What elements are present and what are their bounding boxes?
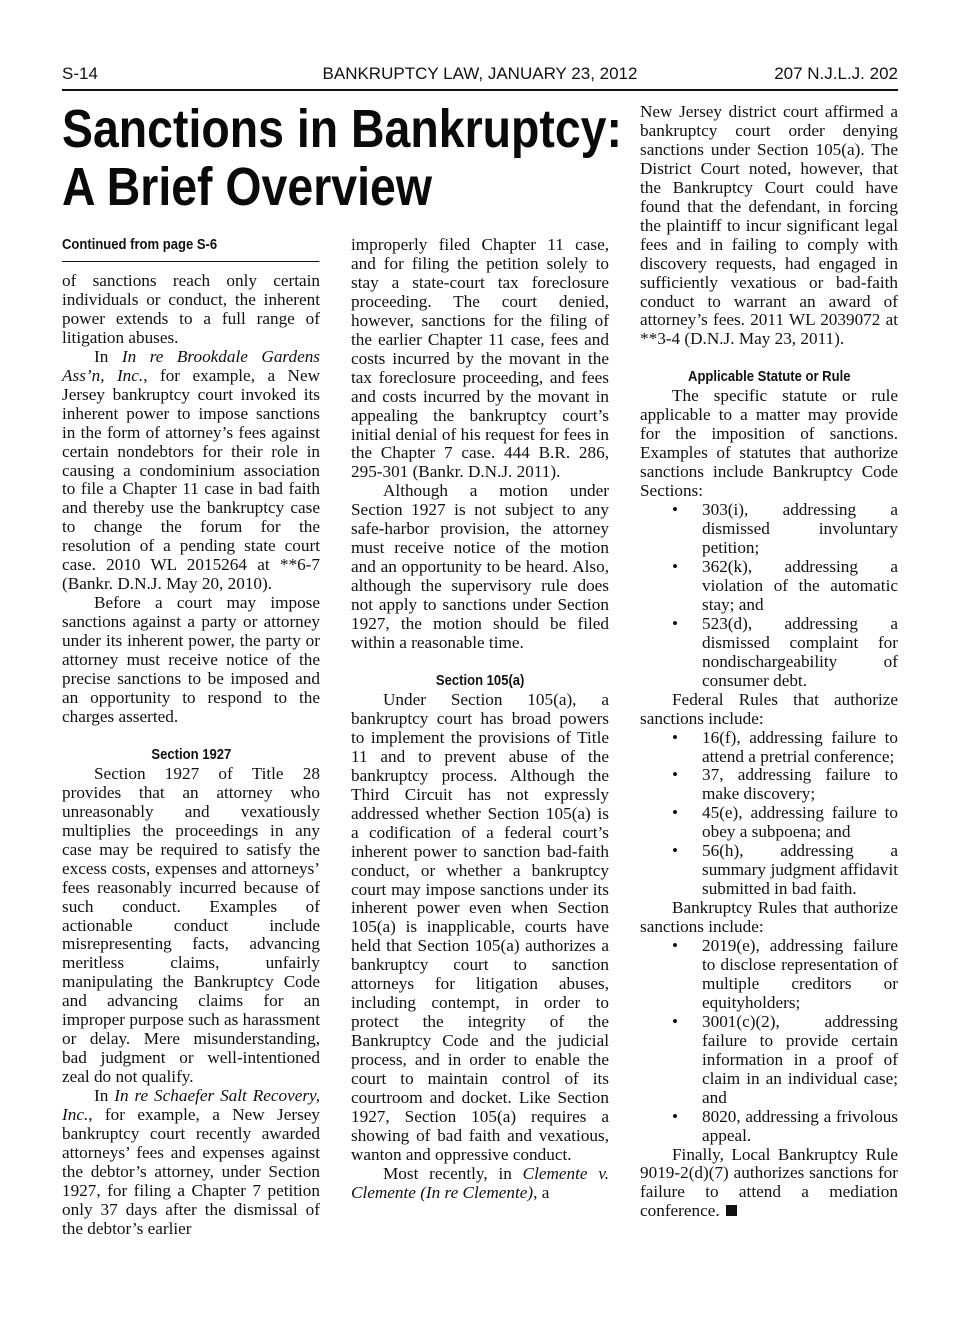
- paragraph: of sanctions reach only certain individuals or conduct, the inherent power extends to a full range of litigation abuses.: [62, 271, 320, 347]
- case-name: In re Brookdale Gardens Ass’n, Inc.: [62, 346, 320, 385]
- section-heading: Section 1927: [151, 746, 231, 763]
- column-1: [62, 236, 320, 1239]
- end-of-article-icon: [726, 1205, 737, 1216]
- code-sections-list: [640, 501, 898, 691]
- list-item: • 8020, addressing a frivolous appeal.: [672, 1106, 898, 1145]
- paragraph: Under Section 105(a), a bankruptcy court has broad powers to implement the provisions of Title 11 and to prevent abuse of the bankruptcy process. Although the Third Circuit has not expressly addressed whether Section 105(a) is a codification of a federal court’s inherent power to sanction bad-faith conduct, or whether a bankruptcy court may impose sanctions under its inherent power even when Section 105(a) is inapplicable, courts have held that Section 105(a) authorizes a bankruptcy court to sanction attorneys for litigation abuses, including contempt, in order to protect the integrity of the Bankruptcy Code and the judicial process, and in order to enable the court to maintain control of its courtroom and docket. Like Section 1927, Section 105(a) requires a showing of bad faith and vexatious, wanton and oppressive conduct.: [351, 689, 609, 1164]
- header-divider: [62, 89, 898, 91]
- case-name: In re Schaefer Salt Recovery, Inc.: [62, 1086, 320, 1125]
- paragraph: Most recently, in Clemente v. Clemente (In re Clemente), a: [351, 1163, 609, 1202]
- title-line-1: Sanctions in Bankruptcy:: [62, 99, 622, 159]
- continued-from-note: Continued from page S-6: [62, 236, 320, 262]
- paragraph: The specific statute or rule applicable to a matter may provide for the imposition of sanctions. Examples of statutes that authorize sanctions include Bankruptcy Code Sections:: [640, 386, 898, 501]
- section-heading: Section 105(a): [435, 672, 525, 689]
- section-heading: Applicable Statute or Rule: [687, 369, 851, 386]
- list-item: • 303(i), addressing a dismissed involuntary petition;: [672, 500, 898, 558]
- paragraph: Bankruptcy Rules that authorize sanctions include:: [640, 898, 898, 937]
- column-3: [640, 103, 898, 1221]
- paragraph: Although a motion under Section 1927 is not subject to any safe-harbor provision, the attorney must receive notice of the motion and an opportunity to be heard. Also, although the supervisory rule does not apply to sanctions under Section 1927, the motion should be filed within a reasonable time.: [351, 481, 609, 653]
- list-item: • 523(d), addressing a dismissed complaint for nondischargeability of consumer debt.: [672, 613, 898, 690]
- paragraph: improperly filed Chapter 11 case, and for filing the petition solely to stay a state-court tax foreclosure proceeding. The court denied, however, sanctions for the filing of the earlier Chapter 11 case, fees and costs incurred by the movant in the tax foreclosure proceeding, and fees and costs incurred by the movant in appealing the bankruptcy court’s initial denial of his request for fees in the Chapter 7 case. 444 B.R. 286, 295-301 (Bankr. D.N.J. 2011).: [351, 235, 609, 482]
- paragraph: In In re Schaefer Salt Recovery, Inc., for example, a New Jersey bankruptcy court recently awarded attorneys’ fees and expenses against the debtor’s attorney, under Section 1927, for filing a Chapter 7 petition only 37 days after the dismissal of the debtor’s earlier: [62, 1086, 320, 1238]
- column-2: [351, 236, 609, 1203]
- title-line-2: A Brief Overview: [62, 157, 432, 217]
- paragraph: Finally, Local Bankruptcy Rule 9019-2(d)(7) authorizes sanctions for failure to attend a mediation conference.: [640, 1144, 898, 1221]
- list-item: • 16(f), addressing failure to attend a pretrial conference;: [672, 727, 898, 766]
- bankruptcy-rules-list: [640, 937, 898, 1145]
- paragraph: In In re Brookdale Gardens Ass’n, Inc., for example, a New Jersey bankruptcy court invoked its inherent power to impose sanctions in the form of attorney’s fees against certain nondebtors for their role in causing a condominium association to file a Chapter 11 case in bad faith and thereby use the bankruptcy case to change the forum for the resolution of a pending state court case. 2010 WL 2015264 at **6-7 (Bankr. D.N.J. May 20, 2010).: [62, 346, 320, 594]
- page-header: [62, 62, 898, 86]
- paragraph: Section 1927 of Title 28 provides that an attorney who unreasonably and vexatiously multiplies the proceedings in any case may be required to satisfy the excess costs, expenses and attorneys’ fees reasonably incurred because of such conduct. Examples of actionable conduct include misrepresenting facts, advancing meritless claims, unfairly manipulating the Bankruptcy Code and advancing claims for an improper purpose such as harassment or delay. Mere misunderstanding, bad judgment or well-intentioned zeal do not qualify.: [62, 763, 320, 1087]
- paragraph: Federal Rules that authorize sanctions include:: [640, 689, 898, 728]
- publication-name: BANKRUPTCY LAW, JANUARY 23, 2012: [322, 64, 638, 83]
- list-item: • 56(h), addressing a summary judgment affidavit submitted in bad faith.: [672, 841, 898, 899]
- list-item: • 3001(c)(2), addressing failure to provide certain information in a proof of claim in an individual case; and: [672, 1011, 898, 1107]
- case-name: Clemente v. Clemente (In re Clemente): [351, 1163, 609, 1202]
- list-item: • 2019(e), addressing failure to disclose representation of multiple creditors or equityholders;: [672, 936, 898, 1012]
- list-item: • 45(e), addressing failure to obey a subpoena; and: [672, 803, 898, 842]
- paragraph: Before a court may impose sanctions against a party or attorney under its inherent power, the party or attorney must receive notice of the precise sanctions to be imposed and an opportunity to respond to the charges asserted.: [62, 593, 320, 726]
- list-item: • 362(k), addressing a violation of the automatic stay; and: [672, 556, 898, 614]
- page-number: S-14: [62, 64, 98, 83]
- list-item: • 37, addressing failure to make discovery;: [672, 765, 898, 804]
- federal-rules-list: [640, 729, 898, 900]
- paragraph: New Jersey district court affirmed a bankruptcy court order denying sanctions under Section 105(a). The District Court noted, however, that the Bankruptcy Court could have found that the defendant, in forcing the plaintiff to incur significant legal fees and in failing to comply with discovery requests, had engaged in sufficiently vexatious or bad-faith conduct to warrant an award of attorney’s fees. 2011 WL 2039072 at **3-4 (D.N.J. May 23, 2011).: [640, 102, 898, 349]
- article-title: [62, 99, 622, 217]
- citation: 207 N.J.L.J. 202: [774, 64, 898, 83]
